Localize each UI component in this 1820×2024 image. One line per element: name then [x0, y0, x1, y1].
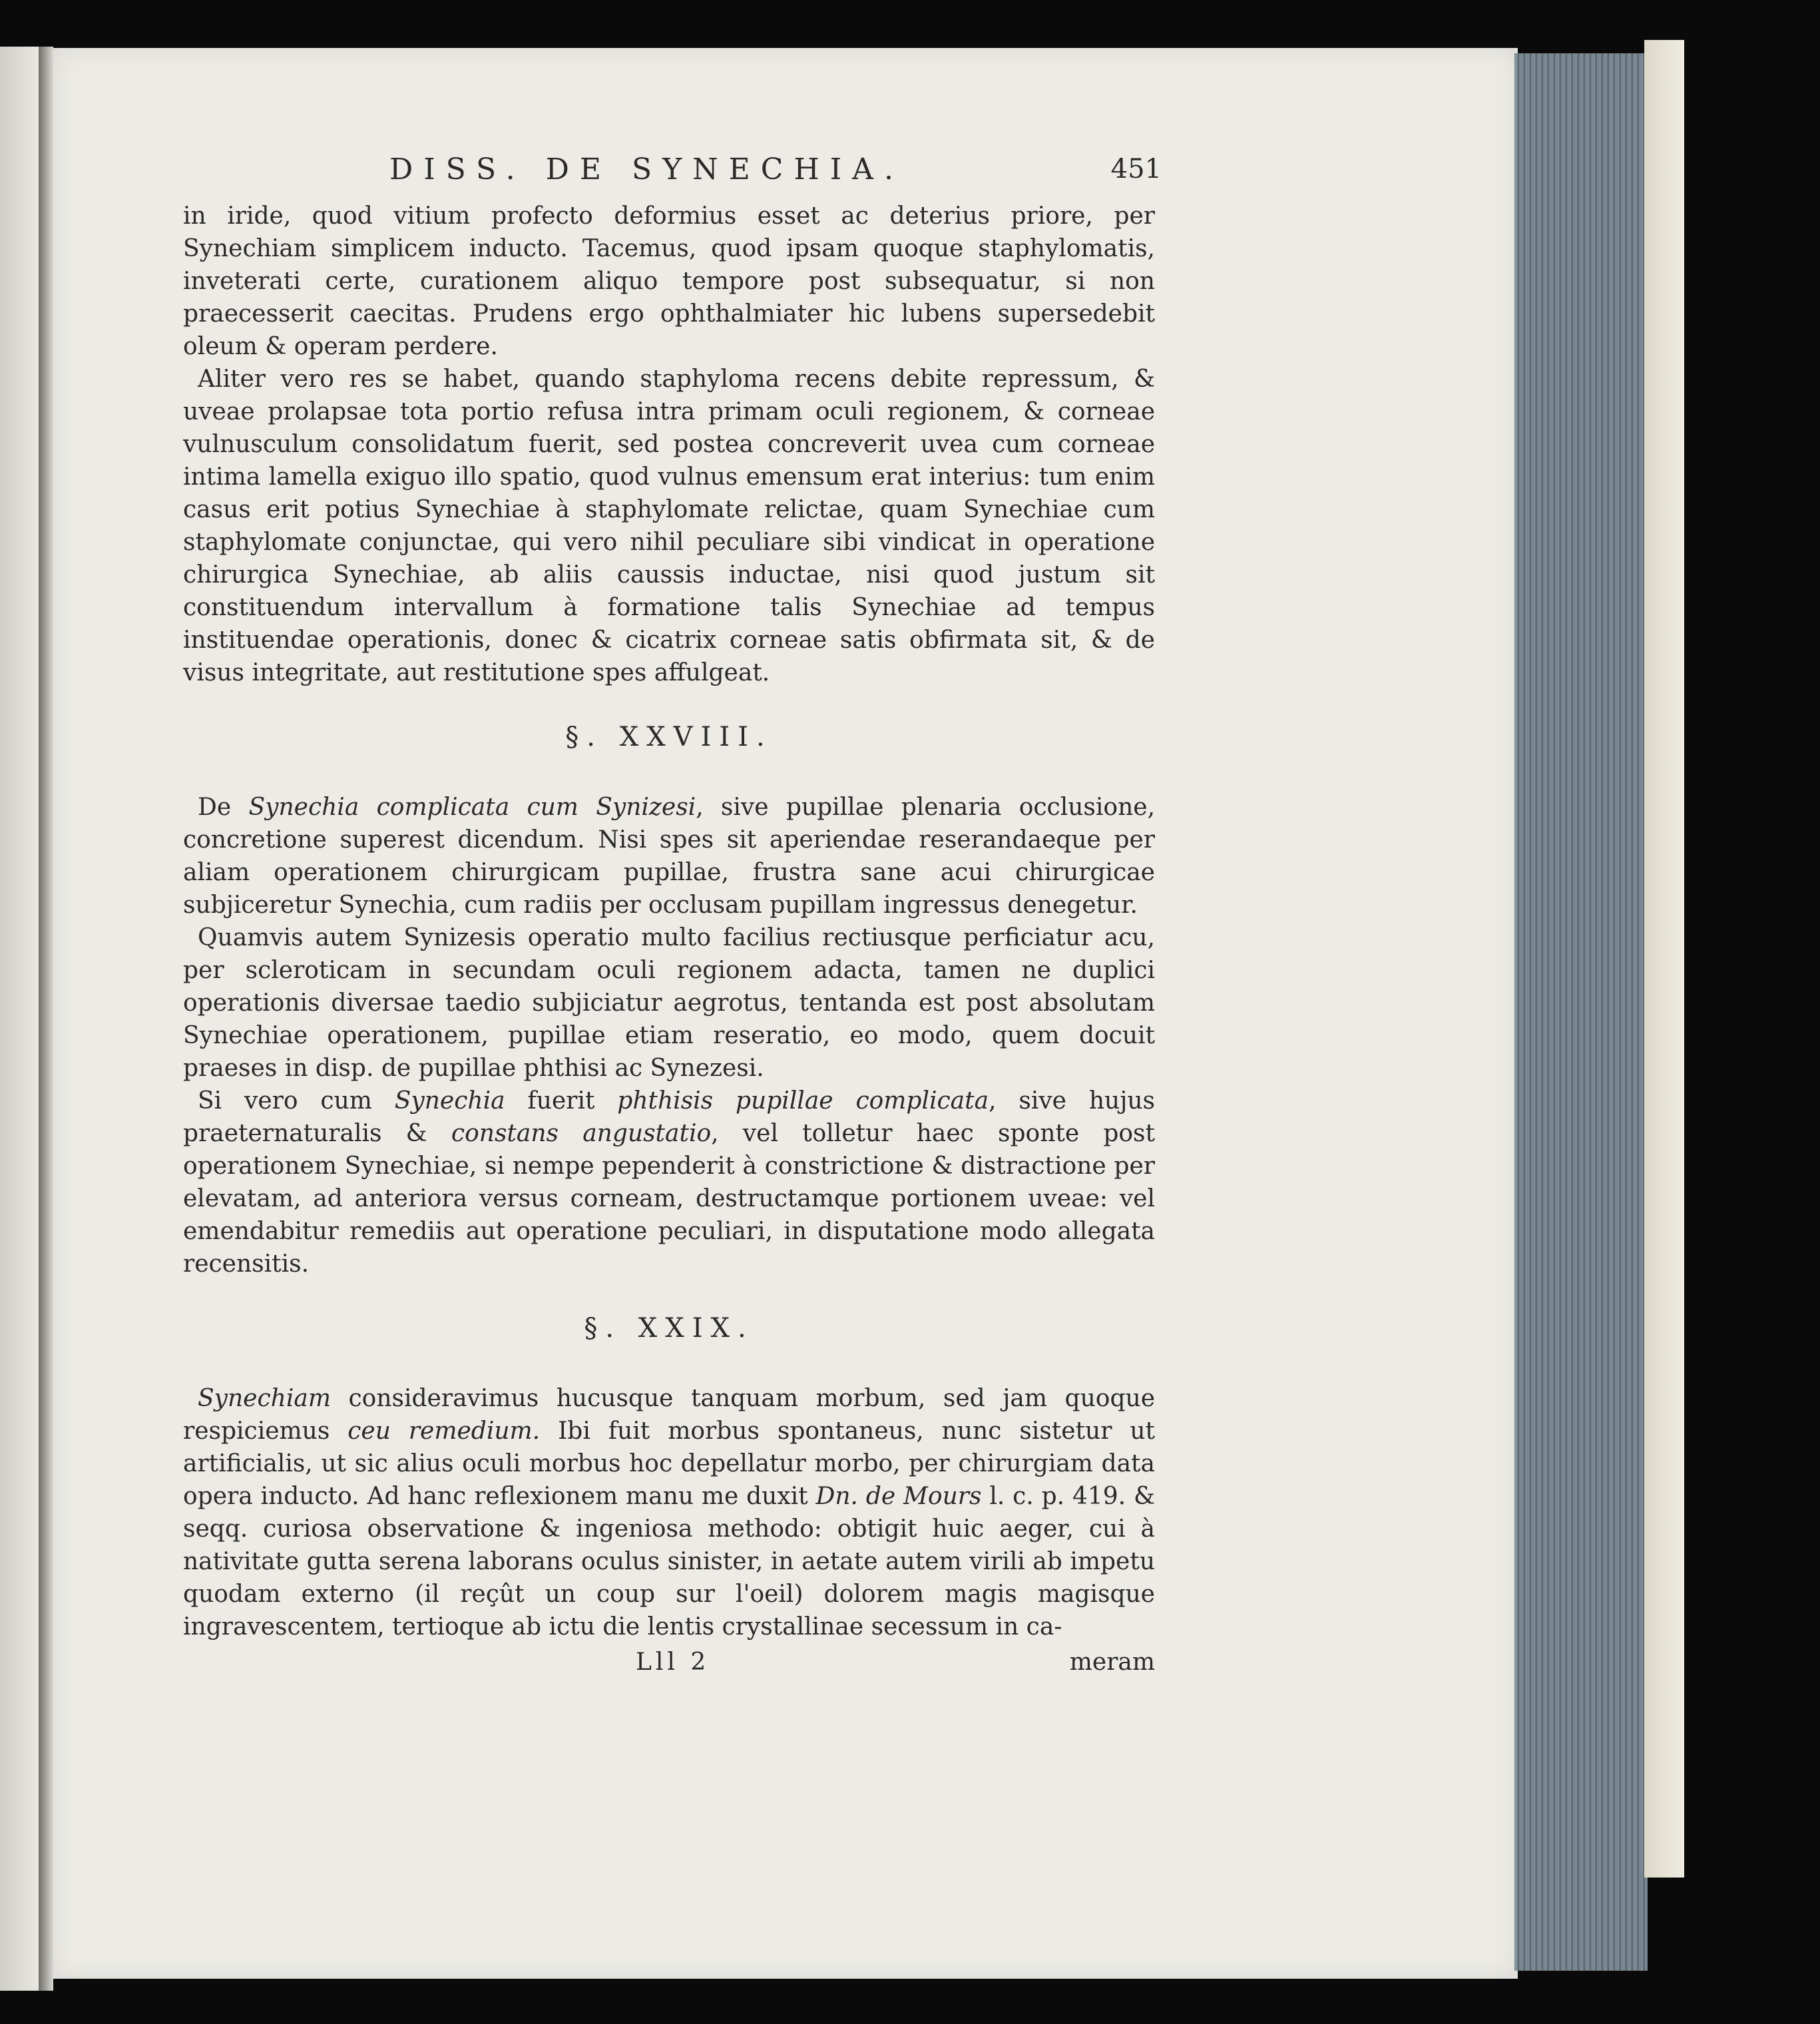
paragraph — [183, 791, 1155, 921]
italic-run: Synechia complicata cum Synizesi — [248, 794, 696, 821]
section-heading: §. XXVIII. — [565, 722, 773, 752]
binding-edge — [1644, 40, 1684, 1878]
italic-run: ceu remedium. — [347, 1417, 541, 1445]
italic-run: Synechiam — [198, 1385, 331, 1412]
text-run: l. c. p. 419. & seqq. curiosa observatione & ingeniosa methodo: obtigit huic aeger, cui à nativitate gutta serena laborans oculus sinister, in aetate autem virili ab impetu quodam externo (il reçût un coup sur l'oeil) dolorem magis magisque ingravescentem, tertioque ab ictu die lentis crystallinae secessum in ca- — [183, 1483, 1156, 1641]
text-run: , sive pupillae plenaria occlusione, concretione superest dicendum. Nisi spes sit aperiendae reserandaeque per aliam operationem chirurgicam pupillae, frustra sane acui chirurgicae subjiceretur Synechia, cum radiis per occlusam pupillam ingressus denegetur. — [183, 794, 1156, 919]
book-gutter — [39, 47, 53, 1991]
running-head — [183, 152, 1162, 196]
page-number: 451 — [1110, 154, 1162, 184]
paragraph — [183, 1085, 1155, 1280]
paragraph: Quamvis autem Synizesis operatio multo facilius rectiusque perficiatur acu, per scleroticam in secundam oculi regionem adacta, tamen ne duplici operationis diversae taedio subjiciatur aegrotus, tentanda est post absolutam Synechiae operationem, pupillae etiam reseratio, eo modo, quem docuit praeses in disp. de pupillae phthisi ac Synezesi. — [183, 924, 1155, 1082]
text-run: Ibi fuit morbus spontaneus, nunc sistetur ut artificialis, ut sic alius oculi morbus hoc depellatur morbo, per chirurgiam data opera inducto. Ad hanc reflexionem manu me duxit — [183, 1417, 1156, 1510]
text-run: Si vero cum — [198, 1087, 395, 1115]
italic-run: Dn. de Mours — [815, 1483, 982, 1510]
page-block-edge — [1514, 53, 1648, 1971]
page-footer — [183, 1646, 1155, 1679]
page-text — [183, 152, 1162, 1679]
catchword: meram — [1069, 1648, 1155, 1676]
italic-run: Synechia — [394, 1087, 505, 1115]
text-run: fuerit — [505, 1087, 618, 1115]
italic-run: constans angustatio — [451, 1120, 712, 1147]
signature-mark: Lll 2 — [636, 1648, 710, 1676]
italic-run: phthisis pupillae complicata — [617, 1087, 989, 1115]
text-run: , vel tolletur haec sponte post operationem Synechiae, si nempe pependerit à constrictione & distractione per elevatam, ad anteriora versus corneam, destructamque portionem uveae: vel emendabitur remediis aut operatione peculiari, in disputatione modo allegata recensitis. — [183, 1120, 1156, 1278]
facing-page-edge — [0, 47, 39, 1991]
text-run: De — [198, 794, 249, 821]
paragraph — [183, 1382, 1155, 1643]
paragraph: Aliter vero res se habet, quando staphyloma recens debite repressum, & uveae prolapsae tota portio refusa intra primam oculi regionem, & corneae vulnusculum consolidatum fuerit, sed postea concreverit uvea cum corneae intima lamella exiguo illo spatio, quod vulnus emensum erat interius: tum enim casus erit potius Synechiae à staphylomate relictae, quam Synechiae cum staphylomate conjunctae, qui vero nihil peculiare sibi vindicat in operatione chirurgica Synechiae, ab aliis caussis inductae, nisi quod justum sit constituendum intervallum à formatione talis Synechiae ad tempus instituendae operationis, donec & cicatrix corneae satis obfirmata sit, & de visus integritate, aut restitutione spes affulgeat. — [183, 366, 1155, 686]
paragraph: in iride, quod vitium profecto deformius esset ac deterius priore, per Synechiam simplicem inducto. Tacemus, quod ipsam quoque staphylomatis, inveterati certe, curationem aliquo tempore post subsequatur, si non praecesserit caecitas. Prudens ergo ophthalmiater hic lubens supersedebit oleum & operam perdere. — [183, 202, 1155, 360]
text-run: consideravimus hucusque tanquam morbum, sed jam quoque respiciemus — [183, 1385, 1155, 1445]
running-title: DISS. DE SYNECHIA. — [389, 152, 904, 186]
text-run: , sive hujus praeternaturalis & — [183, 1087, 1156, 1147]
section-heading: §. XXIX. — [584, 1313, 754, 1344]
